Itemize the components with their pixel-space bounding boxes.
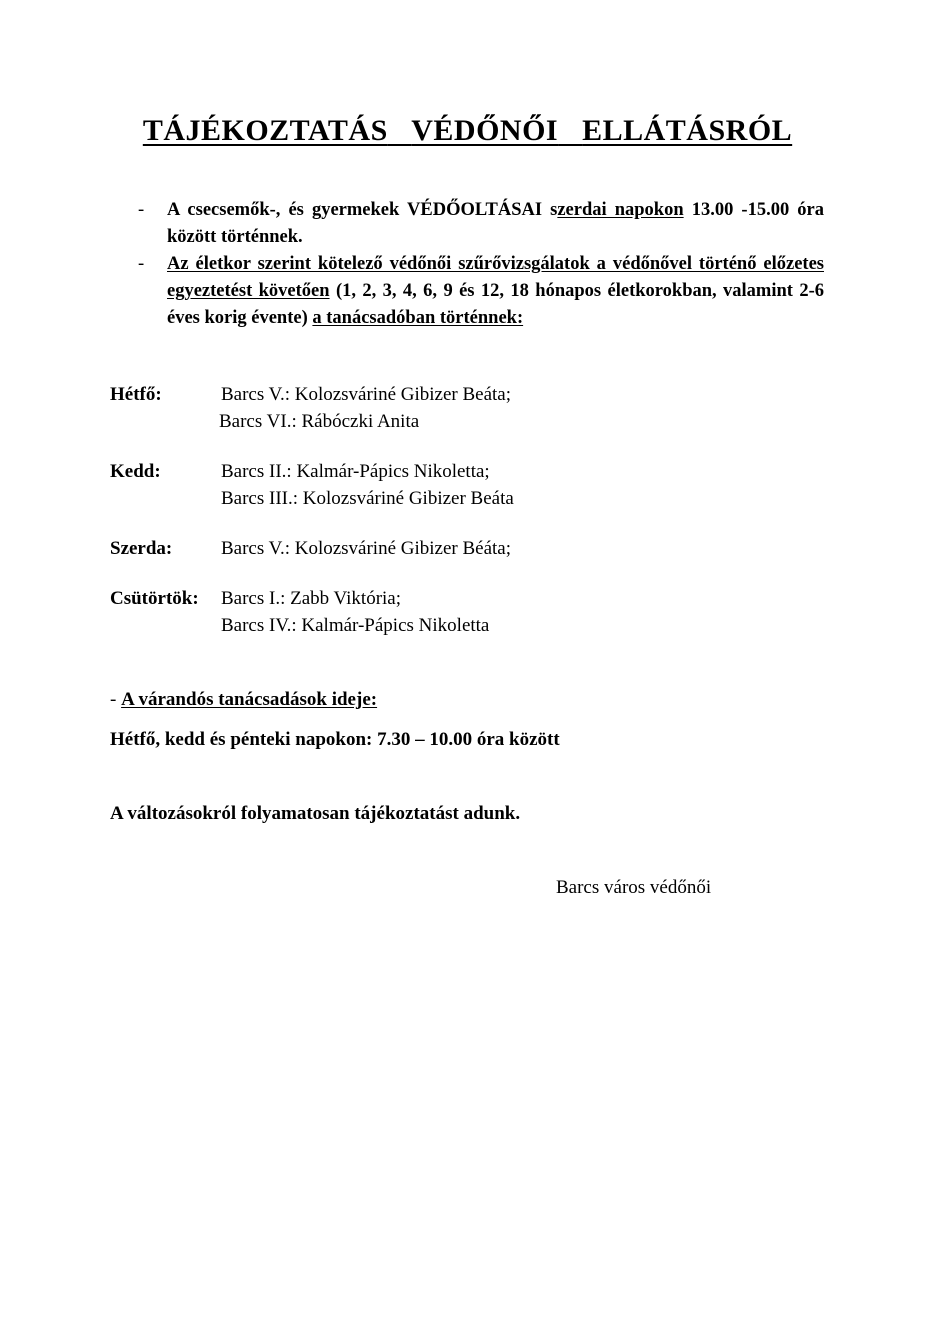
schedule-entry: Barcs VI.: Rábóczki Anita bbox=[219, 411, 420, 432]
weekly-schedule bbox=[110, 381, 514, 662]
prenatal-time: Hétfő, kedd és pénteki napokon: 7.30 – 10.00 óra között bbox=[110, 729, 560, 750]
page-title bbox=[0, 112, 935, 150]
title-gap bbox=[558, 114, 582, 147]
schedule-entry: Barcs II.: Kalmár-Pápics Nikoletta; bbox=[221, 461, 490, 482]
day-entries bbox=[221, 535, 514, 562]
schedule-row-thursday bbox=[110, 585, 514, 639]
info-bullet-list bbox=[130, 197, 824, 332]
screenings-location-underlined: a tanácsadóban történnek: bbox=[312, 308, 524, 328]
screenings-ages: (1, 2, 3, 4, 6, 9 és 12, 18 hónapos életkorokban, valamint 2-6 éves korig évente) bbox=[167, 281, 824, 328]
bullet-dash: - bbox=[138, 200, 145, 220]
schedule-entry: Barcs V.: Kolozsváriné Gibizer Beáta; bbox=[221, 384, 512, 405]
day-label: Hétfő: bbox=[110, 384, 162, 405]
day-label: Szerda: bbox=[110, 538, 173, 559]
prenatal-heading-text: A várandós tanácsadások ideje: bbox=[121, 689, 378, 710]
title-part-3: ELLÁTÁSRÓL bbox=[582, 114, 793, 147]
schedule-entry: Barcs I.: Zabb Viktória; bbox=[221, 588, 402, 609]
day-entries bbox=[221, 458, 514, 512]
vaccination-text-end: 13.00 -15.00 óra között történnek. bbox=[167, 200, 824, 247]
day-entries bbox=[221, 585, 514, 639]
day-label: Csütörtök: bbox=[110, 588, 199, 609]
signature: Barcs város védőnői bbox=[556, 877, 712, 898]
bullet-dash: - bbox=[138, 254, 145, 274]
title-part-1: TÁJÉKOZTATÁS bbox=[142, 114, 388, 147]
schedule-row-monday bbox=[110, 381, 514, 435]
title-gap bbox=[388, 114, 411, 147]
day-label: Kedd: bbox=[110, 461, 161, 482]
changes-notice: A változásokról folyamatosan tájékoztatást adunk. bbox=[110, 803, 521, 824]
day-entries bbox=[221, 381, 514, 435]
title-part-2: VÉDŐNŐI bbox=[411, 114, 559, 147]
screenings-text-underlined: Az életkor szerint kötelező védőnői szűrővizsgálatok a védőnővel történő előzetes egyeztetést követően bbox=[167, 254, 824, 301]
schedule-row-tuesday bbox=[110, 458, 514, 512]
schedule-entry: Barcs III.: Kolozsváriné Gibizer Beáta bbox=[221, 488, 514, 509]
bullet-screenings bbox=[130, 251, 824, 332]
prenatal-heading bbox=[110, 686, 377, 713]
vaccination-days-underlined: zerdai napokon bbox=[557, 200, 684, 220]
bullet-vaccination bbox=[130, 197, 824, 251]
schedule-entry: Barcs V.: Kolozsváriné Gibizer Béáta; bbox=[221, 538, 512, 559]
vaccination-text-start: A csecsemők-, és gyermekek VÉDŐOLTÁSAI s bbox=[167, 200, 558, 220]
schedule-row-wednesday bbox=[110, 535, 514, 562]
schedule-entry: Barcs IV.: Kalmár-Pápics Nikoletta bbox=[221, 615, 490, 636]
prenatal-dash: - bbox=[110, 689, 122, 710]
